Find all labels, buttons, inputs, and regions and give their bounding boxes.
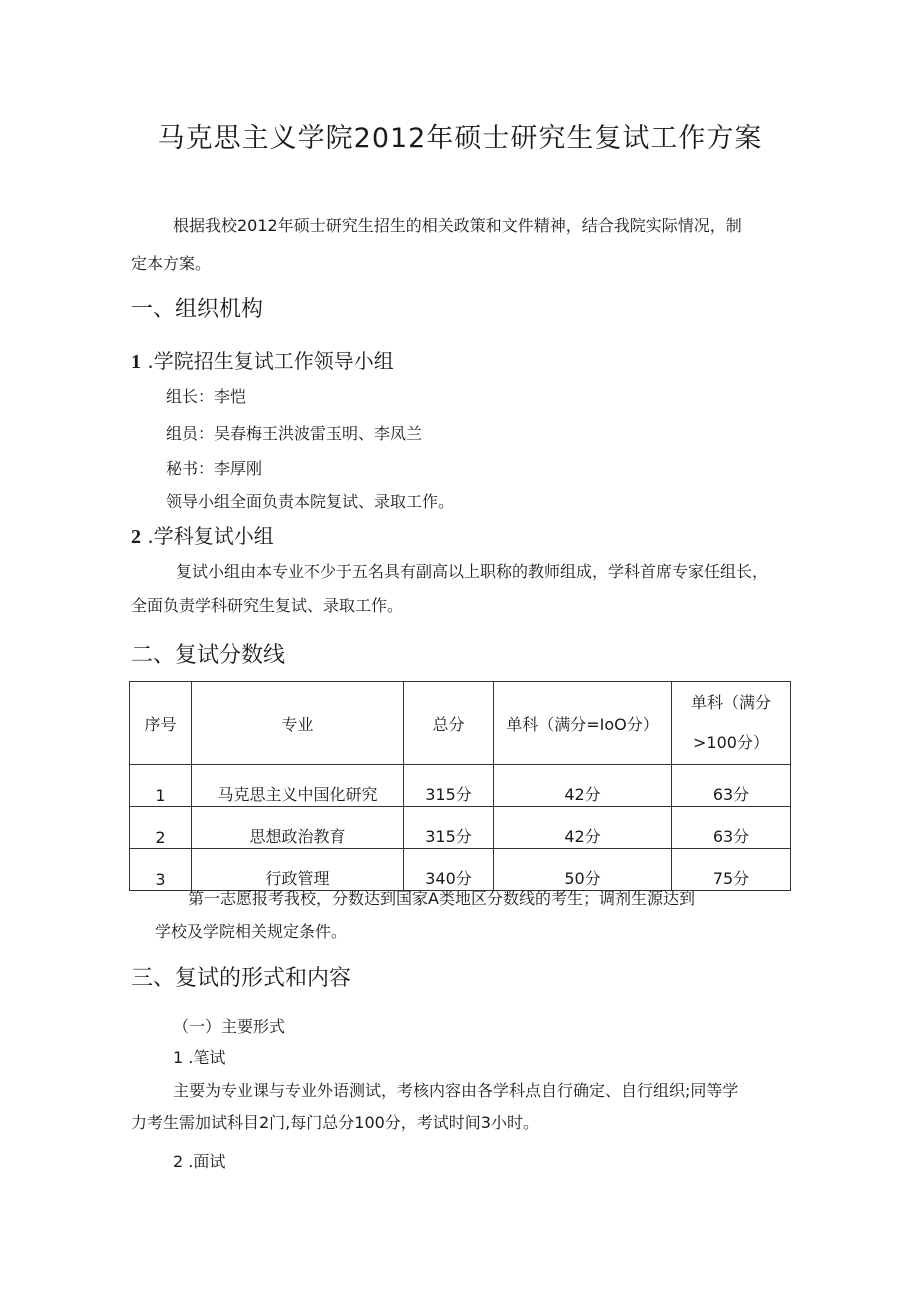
cell-single-over-100: 63分 — [672, 807, 791, 849]
section-2-heading: 二、复试分数线 — [131, 643, 286, 668]
cell-total: 340分 — [404, 849, 494, 891]
header-single-over-100 — [672, 682, 791, 765]
cell-index: 1 — [130, 765, 192, 807]
header-total: 总分 — [404, 682, 494, 765]
secretary-line: 秘书：李厚刚 — [166, 459, 263, 478]
table-header-row — [130, 682, 791, 765]
header-single-over-100-line1: 单科（满分 — [690, 693, 771, 712]
written-test-item: 1 .笔试 — [173, 1048, 226, 1067]
cell-index: 3 — [130, 849, 192, 891]
subsection-1-title: .学院招生复试工作领导小组 — [147, 349, 394, 373]
cell-total: 315分 — [404, 807, 494, 849]
section-3-heading: 三、复试的形式和内容 — [131, 966, 352, 991]
cell-single-over-100: 63分 — [672, 765, 791, 807]
score-table — [129, 681, 791, 891]
cell-major: 思想政治教育 — [192, 807, 404, 849]
table-row — [130, 765, 791, 807]
subject-group-text-2: 全面负责学科研究生复试、录取工作。 — [131, 596, 404, 615]
header-single-over-100-line2: >100分） — [693, 733, 769, 752]
members-line: 组员：吴春梅王洪波雷玉明、李凤兰 — [166, 424, 423, 443]
subject-group-text-1: 复试小组由本专业不少于五名具有副高以上职称的教师组成，学科首席专家任组长， — [176, 562, 769, 581]
table-row — [130, 807, 791, 849]
cell-major: 行政管理 — [192, 849, 404, 891]
document-title: 马克思主义学院2012年硕士研究生复试工作方案 — [157, 123, 763, 154]
subsection-2-heading — [131, 524, 274, 549]
subsection-1-heading — [131, 349, 394, 374]
intro-line-1: 根据我校2012年硕士研究生招生的相关政策和文件精神，结合我院实际情况，制 — [173, 216, 742, 235]
cell-single-over-100: 75分 — [672, 849, 791, 891]
cell-single-100: 42分 — [494, 807, 672, 849]
cell-single-100: 42分 — [494, 765, 672, 807]
table-note-1: 第一志愿报考我校，分数达到国家A类地区分数线的考生；调剂生源达到 — [188, 889, 695, 908]
written-test-text-1: 主要为专业课与专业外语测试，考核内容由各学科点自行确定、自行组织;同等学 — [173, 1081, 739, 1100]
table-row — [130, 849, 791, 891]
cell-single-100: 50分 — [494, 849, 672, 891]
header-index: 序号 — [130, 682, 192, 765]
subsection-2-title: .学科复试小组 — [147, 524, 274, 548]
header-single-100: 单科（满分=IoO分） — [494, 682, 672, 765]
form-subheading: （一）主要形式 — [173, 1017, 286, 1036]
table-note-2: 学校及学院相关规定条件。 — [155, 922, 348, 941]
cell-total: 315分 — [404, 765, 494, 807]
subsection-2-number: 2 — [131, 526, 141, 548]
leader-line: 组长：李恺 — [166, 387, 247, 406]
intro-line-2: 定本方案。 — [131, 254, 212, 273]
section-1-heading: 一、组织机构 — [131, 297, 264, 322]
cell-major: 马克思主义中国化研究 — [192, 765, 404, 807]
written-test-text-2: 力考生需加试科目2门,每门总分100分，考试时间3小时。 — [131, 1113, 539, 1132]
subsection-1-number: 1 — [131, 351, 141, 373]
leader-group-duty: 领导小组全面负责本院复试、录取工作。 — [166, 492, 455, 511]
cell-index: 2 — [130, 807, 192, 849]
header-major: 专业 — [192, 682, 404, 765]
interview-item: 2 .面试 — [173, 1152, 226, 1171]
